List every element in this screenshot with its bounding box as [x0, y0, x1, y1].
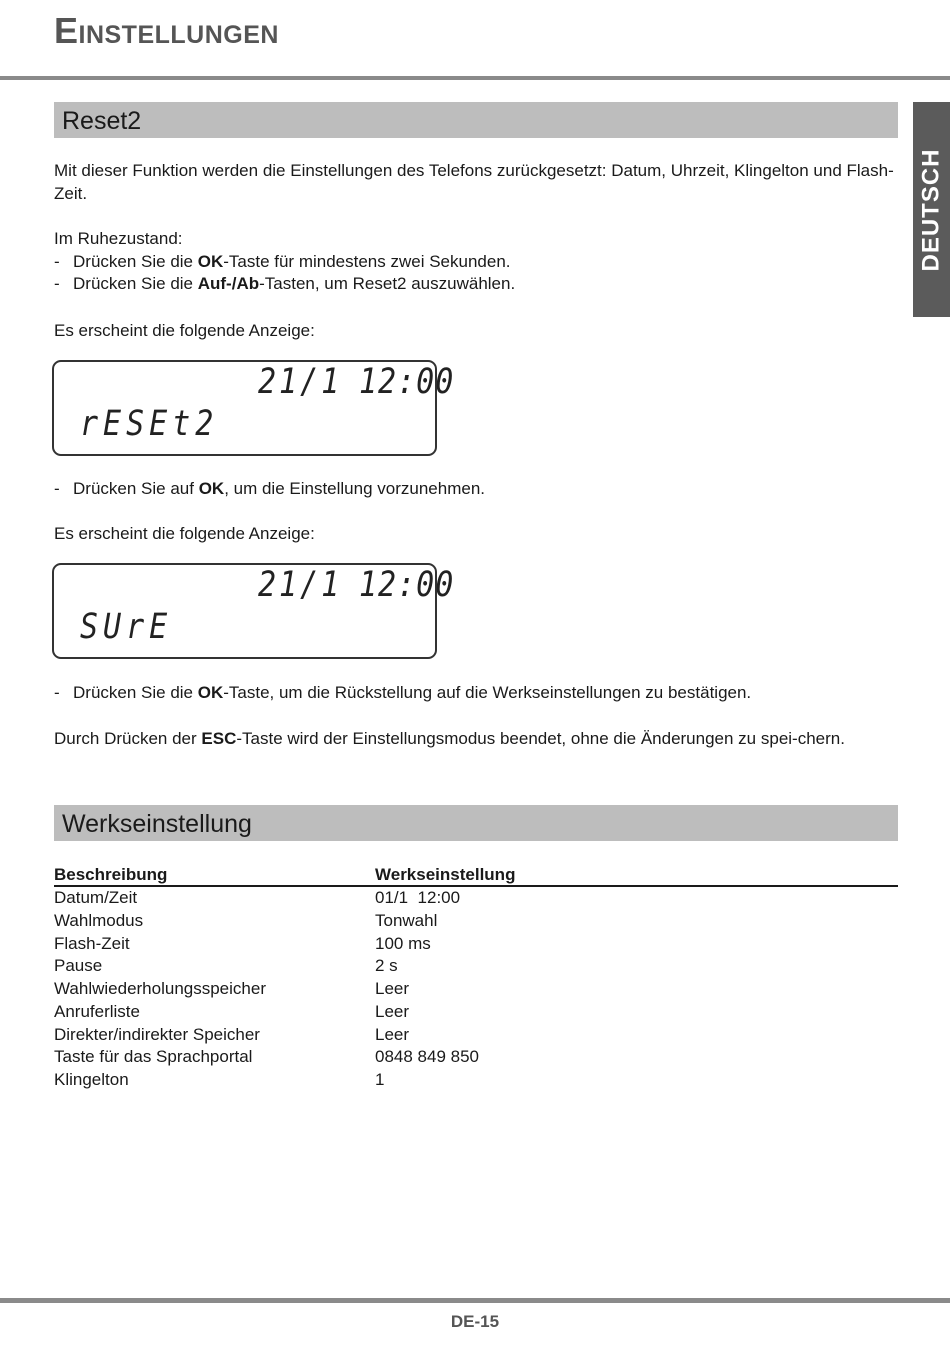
lcd-display-sure: [52, 563, 455, 659]
table-row: Wahlwiederholungsspeicher Leer: [54, 979, 410, 998]
table-row: Flash-Zeit 100 ms: [54, 933, 431, 953]
lcd-date: 21/1: [258, 565, 343, 606]
table-row: Wahlmodus Tonwahl: [54, 910, 438, 930]
table-row: Datum/Zeit 01/1 12:00: [54, 888, 461, 907]
footer-divider: [0, 1298, 950, 1303]
table-header: [54, 864, 898, 887]
section-heading-reset2: Reset2: [54, 102, 898, 138]
table-row: Taste für das Sprachportal 0848 849 850: [54, 1047, 479, 1067]
esc-note: Durch Drücken der ESC-Taste wird der Einstellungsmodus beendet, ohne die Änderungen zu spei-chern.: [54, 729, 845, 748]
display-intro: Es erscheint die folgende Anzeige:: [54, 524, 315, 543]
step-item: - Drücken Sie die Auf-/Ab-Tasten, um Reset2 auszuwählen.: [54, 274, 516, 293]
display-intro: Es erscheint die folgende Anzeige:: [54, 321, 315, 340]
step-item: - Drücken Sie die OK-Taste für mindestens zwei Sekunden.: [54, 252, 511, 271]
page-number: DE-15: [450, 1312, 500, 1331]
lcd-date: 21/1: [258, 362, 343, 403]
factory-settings-table: [54, 864, 898, 1092]
intro-paragraph: Mit dieser Funktion werden die Einstellungen des Telefons zurückgesetzt: Datum, Uhrzeit, Klingelton und Flash-Zeit.: [54, 161, 894, 203]
column-header: Beschreibung: [54, 865, 168, 884]
table-row: Pause 2 s: [54, 956, 398, 976]
header-divider: [0, 76, 950, 80]
language-tab-label: DEUTSCH: [917, 147, 945, 272]
table-row: Direkter/indirekter Speicher Leer: [54, 1024, 410, 1044]
column-header: Werkseinstellung: [375, 865, 516, 884]
lcd-display-reset2: [52, 360, 455, 456]
step-item: - Drücken Sie auf OK, um die Einstellung vorzunehmen.: [54, 479, 485, 498]
language-tab: [913, 102, 950, 317]
lcd-time: 12:00: [359, 362, 455, 403]
lcd-text: SUrE: [80, 607, 173, 648]
idle-label: Im Ruhezustand:: [54, 229, 183, 248]
page-title: Einstellungen: [54, 10, 279, 51]
section-heading-factory: Werkseinstellung: [54, 805, 898, 841]
lcd-text: rESEt2: [80, 404, 219, 445]
table-row: Anruferliste Leer: [54, 1001, 410, 1021]
step-item: - Drücken Sie die OK-Taste, um die Rückstellung auf die Werkseinstellungen zu bestätigen.: [54, 683, 752, 702]
lcd-time: 12:00: [359, 565, 455, 606]
table-row: Klingelton 1: [54, 1070, 385, 1089]
